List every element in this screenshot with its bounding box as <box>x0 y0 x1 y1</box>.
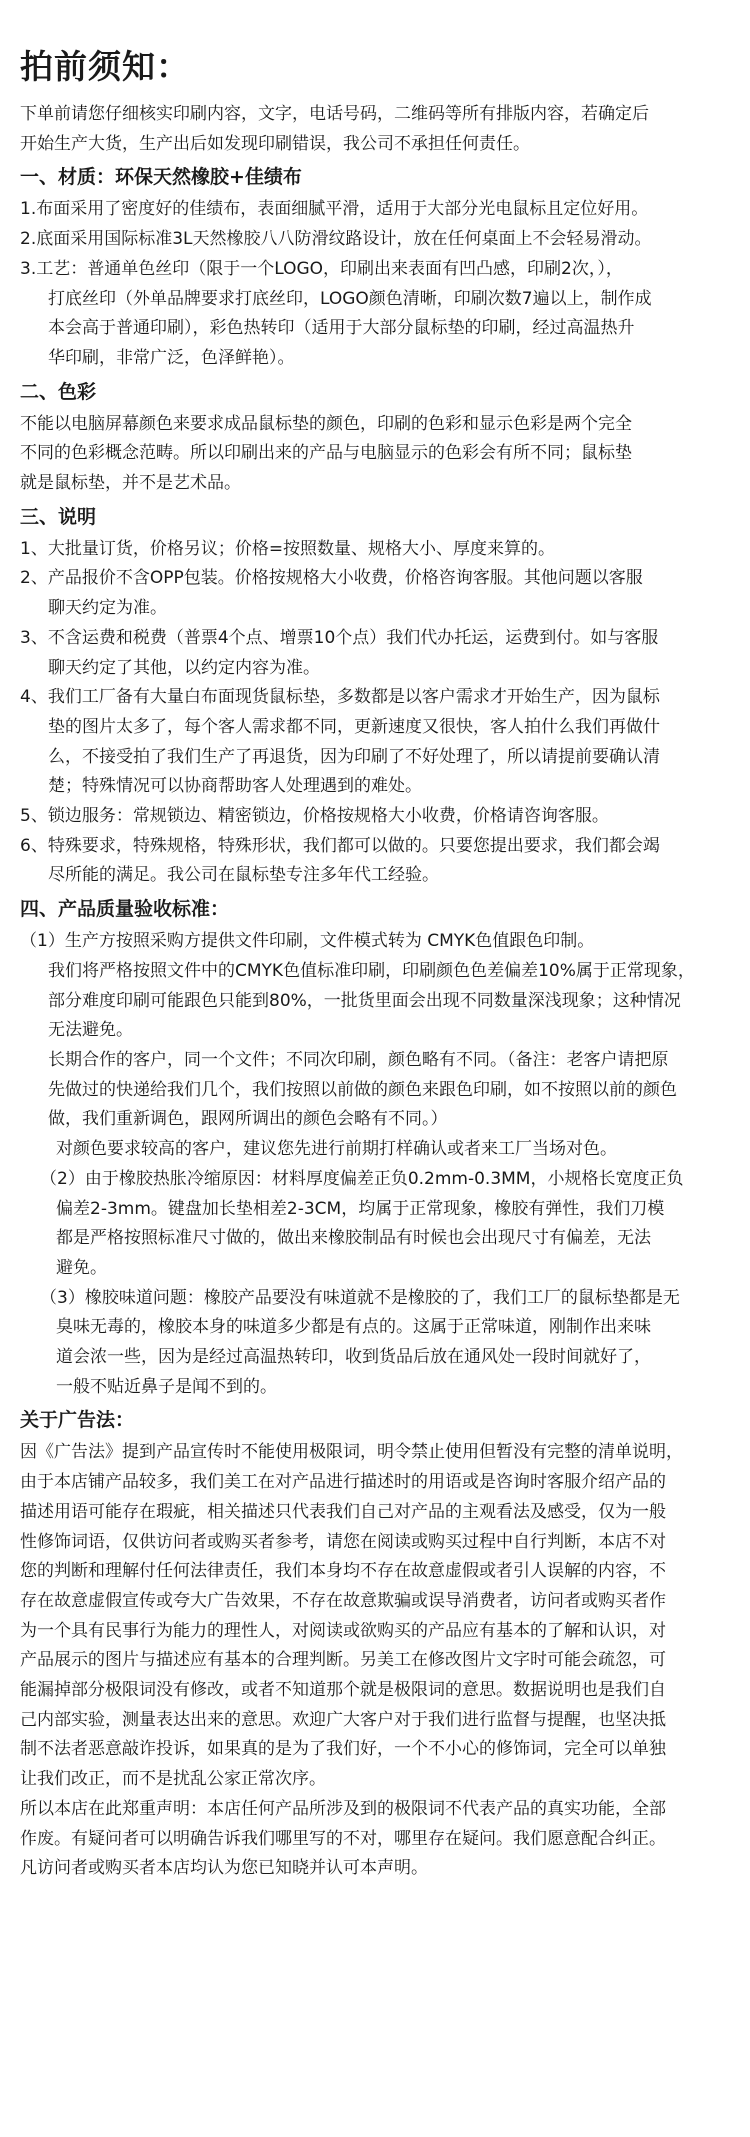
text-line: 先做过的快递给我们几个，我们按照以前做的颜色来跟色印刷，如不按照以前的颜色 <box>48 1079 677 1100</box>
text-line: 打底丝印（外单品牌要求打底丝印，LOGO颜色清晰，印刷次数7遍以上，制作成 <box>48 288 652 309</box>
text-line: 都是严格按照标准尺寸做的，做出来橡胶制品有时候也会出现尺寸有偏差，无法 <box>56 1228 651 1249</box>
text-line: 制不法者恶意敲诈投诉，如果真的是为了我们好，一个不小心的修饰词，完全可以单独 <box>20 1739 666 1760</box>
quality-section <box>20 927 732 1402</box>
text-line: 道会浓一些，因为是经过高温热转印，收到货品后放在通风处一段时间就好了， <box>56 1347 651 1368</box>
text-line: 由于本店铺产品较多，我们美工在对产品进行描述时的用语或是咨询时客服介绍产品的 <box>20 1472 666 1493</box>
statement-line: 作废。有疑问者可以明确告诉我们哪里写的不对，哪里存在疑问。我们愿意配合纠正。 <box>20 1828 666 1849</box>
text-line: 您的判断和理解付任何法律责任，我们本身均不存在故意虚假或者引人误解的内容，不 <box>20 1561 666 1582</box>
text-line: 就是鼠标垫，并不是艺术品。 <box>20 473 241 494</box>
quality-item-1: （1）生产方按照采购方提供文件印刷，文件模式转为 CMYK色值跟色印制。 <box>20 931 595 952</box>
text-line: 描述用语可能存在瑕疵，相关描述只代表我们自己对产品的主观看法及感受，仅为一般 <box>20 1501 666 1522</box>
text-line: 么，不接受拍了我们生产了再退货，因为印刷了不好处理了，所以请提前要确认清 <box>48 746 660 767</box>
notes-item-5: 5、锁边服务：常规锁边、精密锁边，价格按规格大小收费，价格请咨询客服。 <box>20 806 609 827</box>
text-line: 无法避免。 <box>48 1020 133 1041</box>
text-line: 为一个具有民事行为能力的理性人，对阅读或欲购买的产品应有基本的了解和认识，对 <box>20 1620 666 1641</box>
notes-item-2: 2、产品报价不含OPP包装。价格按规格大小收费，价格咨询客服。其他问题以客服 <box>20 568 643 589</box>
statement-line: 所以本店在此郑重声明：本店任何产品所涉及到的极限词不代表产品的真实功能，全部 <box>20 1798 666 1819</box>
text-line: 因《广告法》提到产品宣传时不能使用极限词，明令禁止使用但暂没有完整的清单说明， <box>20 1442 683 1463</box>
text-line: 下单前请您仔细核实印刷内容，文字，电话号码，二维码等所有排版内容，若确定后 <box>20 104 649 124</box>
material-item-2: 2.底面采用国际标准3L天然橡胶八八防滑纹路设计，放在任何桌面上不会轻易滑动。 <box>20 229 652 250</box>
quality-item-3: （3）橡胶味道问题：橡胶产品要没有味道就不是橡胶的了，我们工厂的鼠标垫都是无 <box>40 1287 680 1308</box>
section-heading-color: 二、色彩 <box>20 380 97 403</box>
text-line: 开始生产大货，生产出后如发现印刷错误，我公司不承担任何责任。 <box>20 133 530 154</box>
text-line: 臭味无毒的，橡胶本身的味道多少都是有点的。这属于正常味道，刚制作出来味 <box>56 1317 651 1338</box>
text-line: 聊天约定了其他，以约定内容为准。 <box>48 657 320 678</box>
text-line: 聊天约定为准。 <box>48 598 167 619</box>
text-line: 不同的色彩概念范畴。所以印刷出来的产品与电脑显示的色彩会有所不同；鼠标垫 <box>20 443 632 464</box>
intro-paragraph <box>20 100 732 159</box>
notes-item-1: 1、大批量订货，价格另议；价格=按照数量、规格大小、厚度来算的。 <box>20 538 556 559</box>
section-heading-notes: 三、说明 <box>20 505 97 528</box>
color-section <box>20 410 732 499</box>
notes-item-4: 4、我们工厂备有大量白布面现货鼠标垫，多数都是以客户需求才开始生产，因为鼠标 <box>20 687 660 708</box>
material-item-3: 3.工艺：普通单色丝印（限于一个LOGO，印刷出来表面有凹凸感，印刷2次，）， <box>20 258 623 279</box>
text-line: 偏差2-3mm。键盘加长垫相差2-3CM，均属于正常现象，橡胶有弹性，我们刀模 <box>56 1198 665 1219</box>
section-heading-quality: 四、产品质量验收标准： <box>20 898 230 921</box>
text-line: 让我们改正，而不是扰乱公家正常次序。 <box>20 1769 326 1790</box>
text-line: 对颜色要求较高的客户，建议您先进行前期打样确认或者来工厂当场对色。 <box>56 1139 617 1160</box>
text-line: 不能以电脑屏幕颜色来要求成品鼠标垫的颜色，印刷的色彩和显示色彩是两个完全 <box>20 413 632 434</box>
statement-line: 凡访问者或购买者本店均认为您已知晓并认可本声明。 <box>20 1858 428 1879</box>
quality-item-2: （2）由于橡胶热胀冷缩原因：材料厚度偏差正负0.2mm-0.3MM，小规格长宽度正负 <box>40 1168 684 1189</box>
text-line: 一般不贴近鼻子是闻不到的。 <box>56 1376 277 1397</box>
notes-item-6: 6、特殊要求，特殊规格，特殊形状，我们都可以做的。只要您提出要求，我们都会竭 <box>20 835 660 856</box>
ad-law-section <box>20 1438 732 1884</box>
page-title: 拍前须知： <box>20 47 190 86</box>
section-heading-ad-law: 关于广告法： <box>20 1409 135 1432</box>
section-heading-material: 一、材质：环保天然橡胶+佳绩布 <box>20 166 302 189</box>
text-line: 我们将严格按照文件中的CMYK色值标准印刷，印刷颜色色差偏差10%属于正常现象， <box>48 960 695 981</box>
text-line: 华印刷，非常广泛，色泽鲜艳）。 <box>48 347 295 368</box>
text-line: 己内部实验，测量表达出来的意思。欢迎广大客户对于我们进行监督与提醒，也坚决抵 <box>20 1709 666 1730</box>
text-line: 做，我们重新调色，跟网所调出的颜色会略有不同。） <box>48 1109 448 1130</box>
text-line: 长期合作的客户，同一个文件；不同次印刷，颜色略有不同。（备注：老客户请把原 <box>48 1049 669 1070</box>
notes-section <box>20 535 732 891</box>
text-line: 垫的图片太多了，每个客人需求都不同，更新速度又很快，客人拍什么我们再做什 <box>48 716 660 737</box>
text-line: 避免。 <box>56 1257 107 1278</box>
text-line: 性修饰词语，仅供访问者或购买者参考，请您在阅读或购买过程中自行判断，本店不对 <box>20 1531 666 1552</box>
text-line: 本会高于普通印刷），彩色热转印（适用于大部分鼠标垫的印刷，经过高温热升 <box>48 318 635 339</box>
text-line: 存在故意虚假宣传或夸大广告效果，不存在故意欺骗或误导消费者，访问者或购买者作 <box>20 1590 666 1611</box>
text-line: 楚；特殊情况可以协商帮助客人处理遇到的难处。 <box>48 776 422 797</box>
text-line: 产品展示的图片与描述应有基本的合理判断。另美工在修改图片文字时可能会疏忽，可 <box>20 1650 666 1671</box>
text-line: 能漏掉部分极限词没有修改，或者不知道那个就是极限词的意思。数据说明也是我们自 <box>20 1680 666 1701</box>
material-section <box>20 195 732 373</box>
material-item-1: 1.布面采用了密度好的佳绩布，表面细腻平滑，适用于大部分光电鼠标且定位好用。 <box>20 199 649 220</box>
notes-item-3: 3、不含运费和税费（普票4个点、增票10个点）我们代办托运，运费到付。如与客服 <box>20 627 659 648</box>
text-line: 尽所能的满足。我公司在鼠标垫专注多年代工经验。 <box>48 865 439 886</box>
text-line: 部分难度印刷可能跟色只能到80%，一批货里面会出现不同数量深浅现象；这种情况 <box>48 990 681 1011</box>
